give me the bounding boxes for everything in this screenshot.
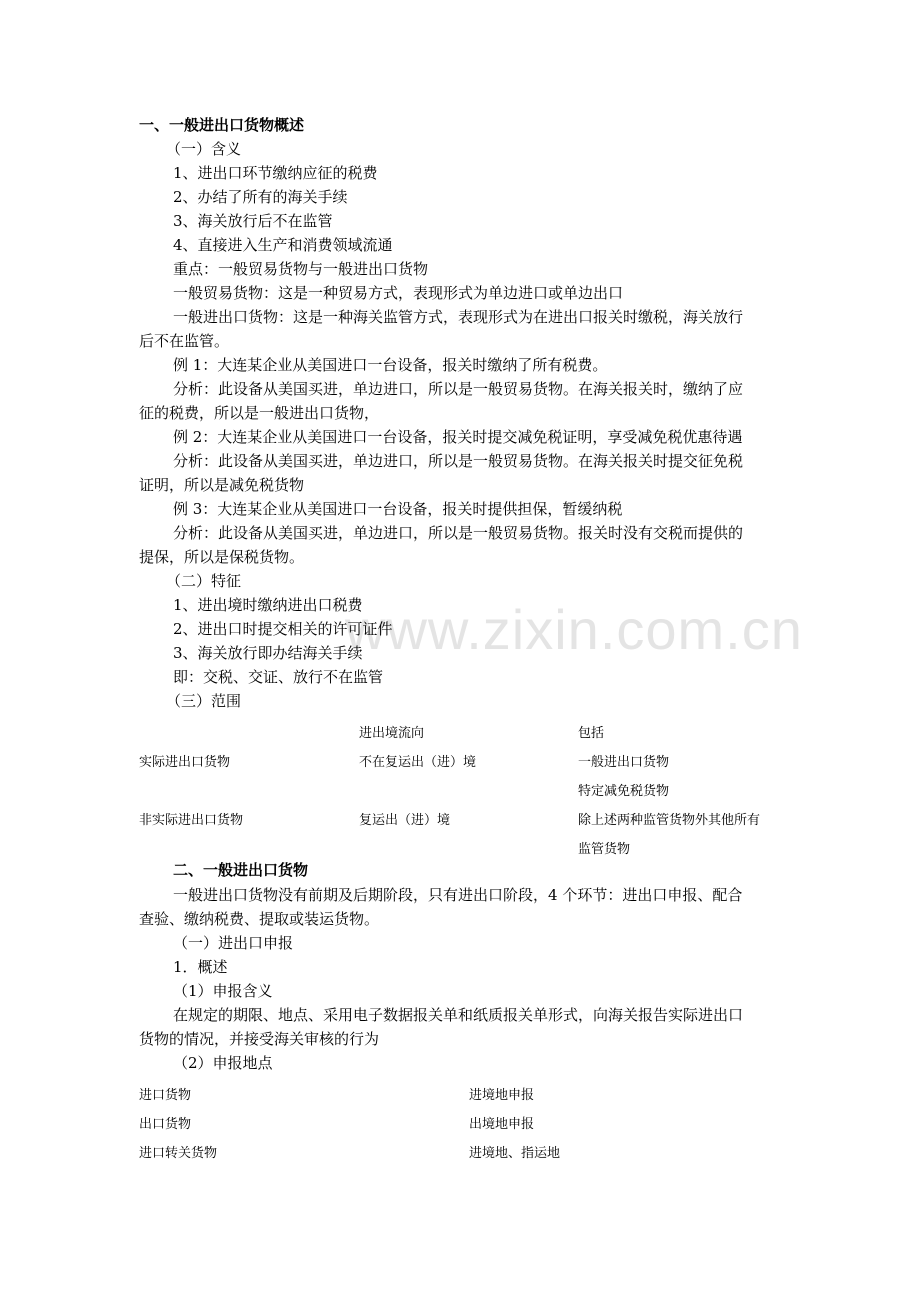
scope-header-includes: 包括 xyxy=(578,726,605,741)
scope-row2-includes-2: 监管货物 xyxy=(578,842,631,857)
key-point: 重点：一般贸易货物与一般进出口货物 xyxy=(173,260,429,278)
location-row3-place: 进境地、指运地 xyxy=(469,1146,561,1161)
scope-row2-type: 非实际进出口货物 xyxy=(139,813,244,828)
analysis-2-line2: 证明，所以是减免税货物 xyxy=(139,476,305,494)
meaning-item-1: 1、进出口环节缴纳应征的税费 xyxy=(173,164,378,182)
example-2: 例 2：大连某企业从美国进口一台设备，报关时提交减免税证明，享受减免税优惠待遇 xyxy=(173,428,743,446)
location-row1-place: 进境地申报 xyxy=(469,1088,535,1103)
analysis-1-line1: 分析：此设备从美国买进，单边进口，所以是一般贸易货物。在海关报关时，缴纳了应 xyxy=(173,380,744,398)
scope-row1-includes-1: 一般进出口货物 xyxy=(578,755,670,770)
scope-row1-flow: 不在复运出（进）境 xyxy=(359,755,477,770)
trade-goods-definition: 一般贸易货物：这是一种贸易方式，表现形式为单边进口或单边出口 xyxy=(173,284,624,302)
feature-2: 2、进出口时提交相关的许可证件 xyxy=(173,620,393,638)
section1-title: 一、一般进出口货物概述 xyxy=(139,116,305,134)
location-row2-place: 出境地申报 xyxy=(469,1117,535,1132)
example-1: 例 1：大连某企业从美国进口一台设备，报关时缴纳了所有税费。 xyxy=(173,356,608,374)
declaration-definition-line1: 在规定的期限、地点、采用电子数据报关单和纸质报关单形式，向海关报告实际进出口 xyxy=(173,1006,744,1024)
section2-title: 二、一般进出口货物 xyxy=(173,861,309,879)
section2-intro-line1: 一般进出口货物没有前期及后期阶段，只有进出口阶段，4 个环节：进出口申报、配合 xyxy=(173,886,743,904)
location-row3-goods: 进口转关货物 xyxy=(139,1146,218,1161)
meaning-item-4: 4、直接进入生产和消费领域流通 xyxy=(173,236,393,254)
example-3: 例 3：大连某企业从美国进口一台设备，报关时提供担保，暂缓纳税 xyxy=(173,500,623,518)
ie-goods-definition-line1: 一般进出口货物：这是一种海关监管方式，表现形式为在进出口报关时缴税，海关放行 xyxy=(173,308,744,326)
section2-intro-line2: 查验、缴纳税费、提取或装运货物。 xyxy=(139,910,380,928)
analysis-3-line2: 提保，所以是保税货物。 xyxy=(139,548,305,566)
subsection-declaration: （一）进出口申报 xyxy=(173,934,294,952)
features-summary: 即：交税、交证、放行不在监管 xyxy=(173,668,384,686)
analysis-2-line1: 分析：此设备从美国买进，单边进口，所以是一般贸易货物。在海关报关时提交征免税 xyxy=(173,452,744,470)
scope-row1-type: 实际进出口货物 xyxy=(139,755,231,770)
meaning-item-2: 2、办结了所有的海关手续 xyxy=(173,188,348,206)
declaration-definition-line2: 货物的情况，并接受海关审核的行为 xyxy=(139,1030,380,1048)
ie-goods-definition-line2: 后不在监管。 xyxy=(139,332,230,350)
meaning-item-3: 3、海关放行后不在监管 xyxy=(173,212,333,230)
declaration-meaning-heading: （1）申报含义 xyxy=(173,982,273,1000)
analysis-1-line2: 征的税费，所以是一般进出口货物， xyxy=(139,404,380,422)
scope-row2-flow: 复运出（进）境 xyxy=(359,813,451,828)
feature-1: 1、进出境时缴纳进出口税费 xyxy=(173,596,363,614)
scope-row1-includes-2: 特定减免税货物 xyxy=(578,784,670,799)
subsection-scope: （三）范围 xyxy=(166,692,242,710)
scope-header-flow: 进出境流向 xyxy=(359,726,425,741)
subsection-features: （二）特征 xyxy=(166,572,242,590)
location-row2-goods: 出口货物 xyxy=(139,1117,192,1132)
location-row1-goods: 进口货物 xyxy=(139,1088,192,1103)
watermark: www.zixin.com.cn xyxy=(345,598,803,661)
feature-3: 3、海关放行即办结海关手续 xyxy=(173,644,363,662)
declaration-location-heading: （2）申报地点 xyxy=(173,1054,273,1072)
scope-row2-includes-1: 除上述两种监管货物外其他所有 xyxy=(578,813,761,828)
subsection-meaning: （一）含义 xyxy=(166,140,242,158)
analysis-3-line1: 分析：此设备从美国买进，单边进口，所以是一般贸易货物。报关时没有交税而提供的 xyxy=(173,524,744,542)
overview-heading: 1．概述 xyxy=(173,958,228,976)
